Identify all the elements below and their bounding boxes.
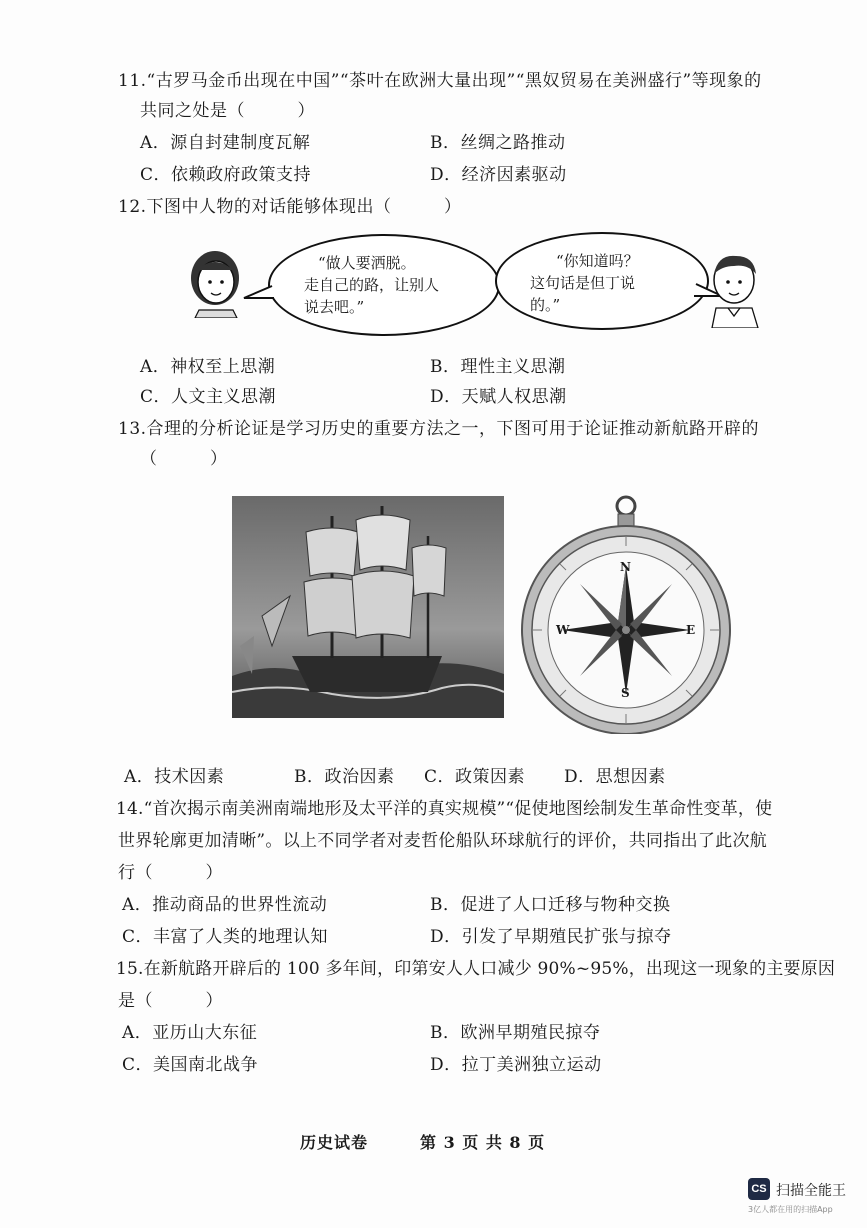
compass-image xyxy=(518,494,734,738)
left-bubble-tail xyxy=(242,284,274,308)
q14-stem: 14.“首次揭示南美洲南端地形及太平洋的真实规模”“促使地图绘制发生革命性变革，使 xyxy=(116,799,773,819)
q15-option-b: B．欧洲早期殖民掠夺 xyxy=(430,1023,601,1043)
q15-option-c: C．美国南北战争 xyxy=(122,1055,259,1075)
q11-option-c: C．依赖政府政策支持 xyxy=(140,165,312,185)
q15-stem-cont: 是（ ） xyxy=(118,991,223,1011)
camscanner-tagline: 3亿人都在用的扫描App xyxy=(748,1205,833,1214)
q13-stem: 13.合理的分析论证是学习历史的重要方法之一，下图可用于论证推动新航路开辟的 xyxy=(118,419,760,439)
q11-option-b: B．丝绸之路推动 xyxy=(430,133,566,153)
compass-w-label: W xyxy=(556,623,570,637)
q14-option-c: C．丰富了人类的地理认知 xyxy=(122,927,329,947)
right-bubble-line-2: 这句话是但丁说 xyxy=(530,274,636,292)
q12-stem: 12.下图中人物的对话能够体现出（ ） xyxy=(118,197,462,217)
q12-option-b: B．理性主义思潮 xyxy=(430,357,566,377)
q13-stem-cont: （ ） xyxy=(140,449,228,469)
q11-stem: 11.“古罗马金币出现在中国”“茶叶在欧洲大量出现”“黑奴贸易在美洲盛行”等现象的 xyxy=(118,71,762,91)
compass-e-label: E xyxy=(686,623,696,637)
q11-option-a: A．源自封建制度瓦解 xyxy=(140,133,311,153)
q12-option-c: C．人文主义思潮 xyxy=(140,387,277,407)
q14-stem-cont-1: 世界轮廓更加清晰”。以上不同学者对麦哲伦船队环球航行的评价，共同指出了此次航 xyxy=(118,831,768,851)
q14-stem-cont-2: 行（ ） xyxy=(118,863,223,883)
boy-figure xyxy=(704,252,766,332)
q13-option-b: B．政治因素 xyxy=(294,767,395,787)
q13-option-d: D．思想因素 xyxy=(564,767,666,787)
compass-s-label: S xyxy=(621,686,630,700)
left-bubble-line-2: 走自己的路，让别人 xyxy=(304,276,440,294)
q15-option-d: D．拉丁美洲独立运动 xyxy=(430,1055,602,1075)
q15-option-a: A．亚历山大东征 xyxy=(122,1023,258,1043)
right-bubble-line-1: “你知道吗？ xyxy=(556,252,639,270)
q11-option-d: D．经济因素驱动 xyxy=(430,165,567,185)
q14-option-d: D．引发了早期殖民扩张与掠夺 xyxy=(430,927,672,947)
right-bubble-line-3: 的。” xyxy=(530,296,561,314)
q15-stem: 15.在新航路开辟后的 100 多年间，印第安人人口减少 90%~95%，出现这一现象的主要原因 xyxy=(116,959,836,979)
left-bubble-line-3: 说去吧。” xyxy=(304,298,365,316)
compass-n-label: N xyxy=(620,560,631,574)
left-bubble-line-1: “做人要洒脱。 xyxy=(318,254,416,272)
q14-option-a: A．推动商品的世界性流动 xyxy=(122,895,328,915)
q13-option-c: C．政策因素 xyxy=(424,767,526,787)
footer-subject: 历史试卷 xyxy=(300,1133,369,1152)
sailing-ship-image xyxy=(232,496,504,722)
camscanner-name: 扫描全能王 xyxy=(776,1183,846,1199)
footer-page-number: 第 3 页 共 8 页 xyxy=(420,1133,546,1152)
q12-option-a: A．神权至上思潮 xyxy=(140,357,276,377)
q14-option-b: B．促进了人口迁移与物种交换 xyxy=(430,895,671,915)
camscanner-logo-icon: CS xyxy=(748,1178,770,1200)
girl-figure xyxy=(185,248,245,322)
q13-option-a: A．技术因素 xyxy=(124,767,225,787)
q12-option-d: D．天赋人权思潮 xyxy=(430,387,567,407)
q11-stem-cont: 共同之处是（ ） xyxy=(140,101,315,121)
